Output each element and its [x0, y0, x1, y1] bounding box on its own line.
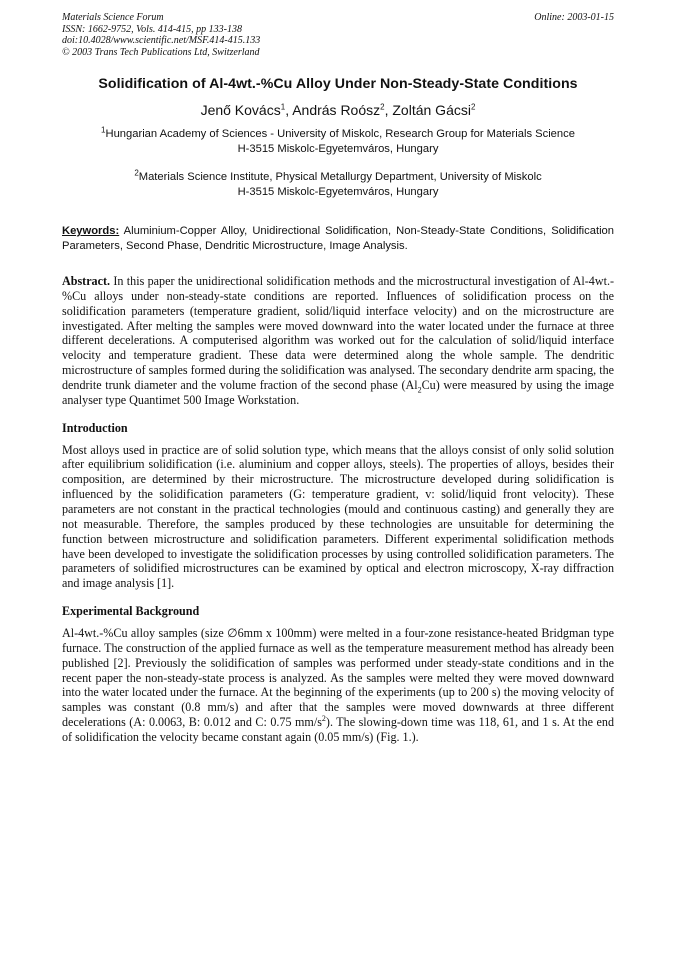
- paper-page: [62, 12, 614, 745]
- paper-title: Solidification of Al-4wt.-%Cu Alloy Under Non-Steady-State Conditions: [98, 76, 578, 92]
- keywords-paragraph: [62, 224, 614, 254]
- experimental-text-end: ). The slowing-down time was 118, 61, and 1 s. At the end of solidification the velocity became constant again (0.05 mm/s) (Fig. 1.).: [62, 715, 615, 744]
- affiliation-1: [62, 127, 614, 157]
- copyright-line: © 2003 Trans Tech Publications Ltd, Switzerland: [62, 46, 260, 58]
- author-affiliation-mark: 2: [470, 102, 476, 112]
- keywords-text: Aluminium-Copper Alloy, Unidirectional Solidification, Non-Steady-State Conditions, Solidification Parameters, Second Phase, Dendritic Microstructure, Image Analysis.: [62, 225, 614, 252]
- affiliation-line: Materials Science Institute, Physical Metallurgy Department, University of Miskolc: [138, 171, 542, 183]
- affiliation-mark: 2: [134, 168, 139, 178]
- journal-header: [62, 12, 614, 62]
- superscript: 2: [321, 714, 326, 724]
- affiliation-address: H-3515 Miskolc-Egyetemváros, Hungary: [237, 143, 439, 155]
- affiliation-address: H-3515 Miskolc-Egyetemváros, Hungary: [237, 186, 439, 198]
- experimental-heading: Experimental Background: [62, 604, 200, 619]
- subscript: 2: [417, 385, 422, 395]
- abstract-text-end: Cu) were measured by using the image analyser type Quantimet 500 Image Workstation.: [62, 377, 614, 407]
- experimental-text: Al-4wt.-%Cu alloy samples (size ∅6mm x 100mm) were melted in a four-zone resistance-heated Bridgman type furnace. The construction of the applied furnace as well as the temperature measurement method has already been published [2]. Previously the solidification of samples was performed under steady-state conditions and in the recent paper the non-steady-state process is analyzed. As the samples were melted they were moved downward into the water located under the furnace. At the beginning of the experiments (up to 200 s) the moving velocity of samples was constant (0.8 mm/s) and after that the samples were moved downwards at three different decelerations (A: 0.0063, B: 0.012 and C: 0.75 mm/s: [62, 626, 614, 730]
- author-separator: ,: [285, 102, 293, 118]
- abstract-text: In this paper the unidirectional solidification methods and the microstructural investigation of Al-4wt.-%Cu alloys under non-steady-state conditions are reported. Influences of solidification process on the solidification parameters (temperature gradient, solid/liquid interface velocity) and on the microstructure are investigated. After melting the samples were moved downward into the water located under the furnace at three different decelerations. A computerised algorithm was worked out for the calculation of solid/liquid interface velocity and temperature gradient. These data were determined along the whole sample. The dendritic microstructure of samples formed during the solidification was analysed. The secondary dendrite arm spacing, the dendrite trunk diameter and the volume fraction of the second phase (Al: [62, 274, 614, 392]
- keywords-label: Keywords:: [62, 225, 120, 237]
- journal-name: Materials Science Forum: [62, 12, 164, 23]
- author-list: [62, 102, 614, 118]
- author-affiliation-mark: 1: [280, 102, 286, 112]
- issn-line: ISSN: 1662-9752, Vols. 414-415, pp 133-138: [62, 23, 242, 35]
- abstract-paragraph: [62, 274, 614, 408]
- affiliation-mark: 1: [101, 125, 106, 135]
- author-name: Zoltán Gácsi: [392, 102, 471, 118]
- doi-line: doi:10.4028/www.scientific.net/MSF.414-415.133: [62, 35, 261, 46]
- author-name: András Roósz: [292, 102, 381, 118]
- author-name: Jenő Kovács: [200, 102, 281, 118]
- introduction-heading: Introduction: [62, 420, 128, 435]
- affiliation-line: Hungarian Academy of Sciences - University of Miskolc, Research Group for Materials Science: [105, 128, 575, 140]
- abstract-label: Abstract.: [62, 274, 111, 288]
- introduction-paragraph: Most alloys used in practice are of solid solution type, which means that the alloys consist of only solid solution after equilibrium solidification (i.e. aluminium and copper alloys, steels). The properties of alloys, besides their composition, are determined by their microstructure. The microstructure developed during solidification is influenced by the solidification parameters (G: temperature gradient, v: solid/liquid front velocity). These parameters are not constant in the practical technologies (mould and continuous casting) and generally they are not measurable. Therefore, the samples produced by these technologies are unsuitable for determining the function between microstructure and solidification parameters. Different experimental solidification methods have been developed to investigate the solidification processes by using controlled solidification parameters. The parameters of solidified microstructures can be examined by optical and electron microscopy, X-ray diffraction and image analysis [1].: [62, 442, 614, 591]
- author-separator: ,: [384, 102, 393, 118]
- affiliation-2: [62, 170, 614, 200]
- experimental-paragraph: [62, 626, 614, 745]
- author-affiliation-mark: 2: [380, 102, 385, 112]
- online-date: Online: 2003-01-15: [534, 12, 614, 23]
